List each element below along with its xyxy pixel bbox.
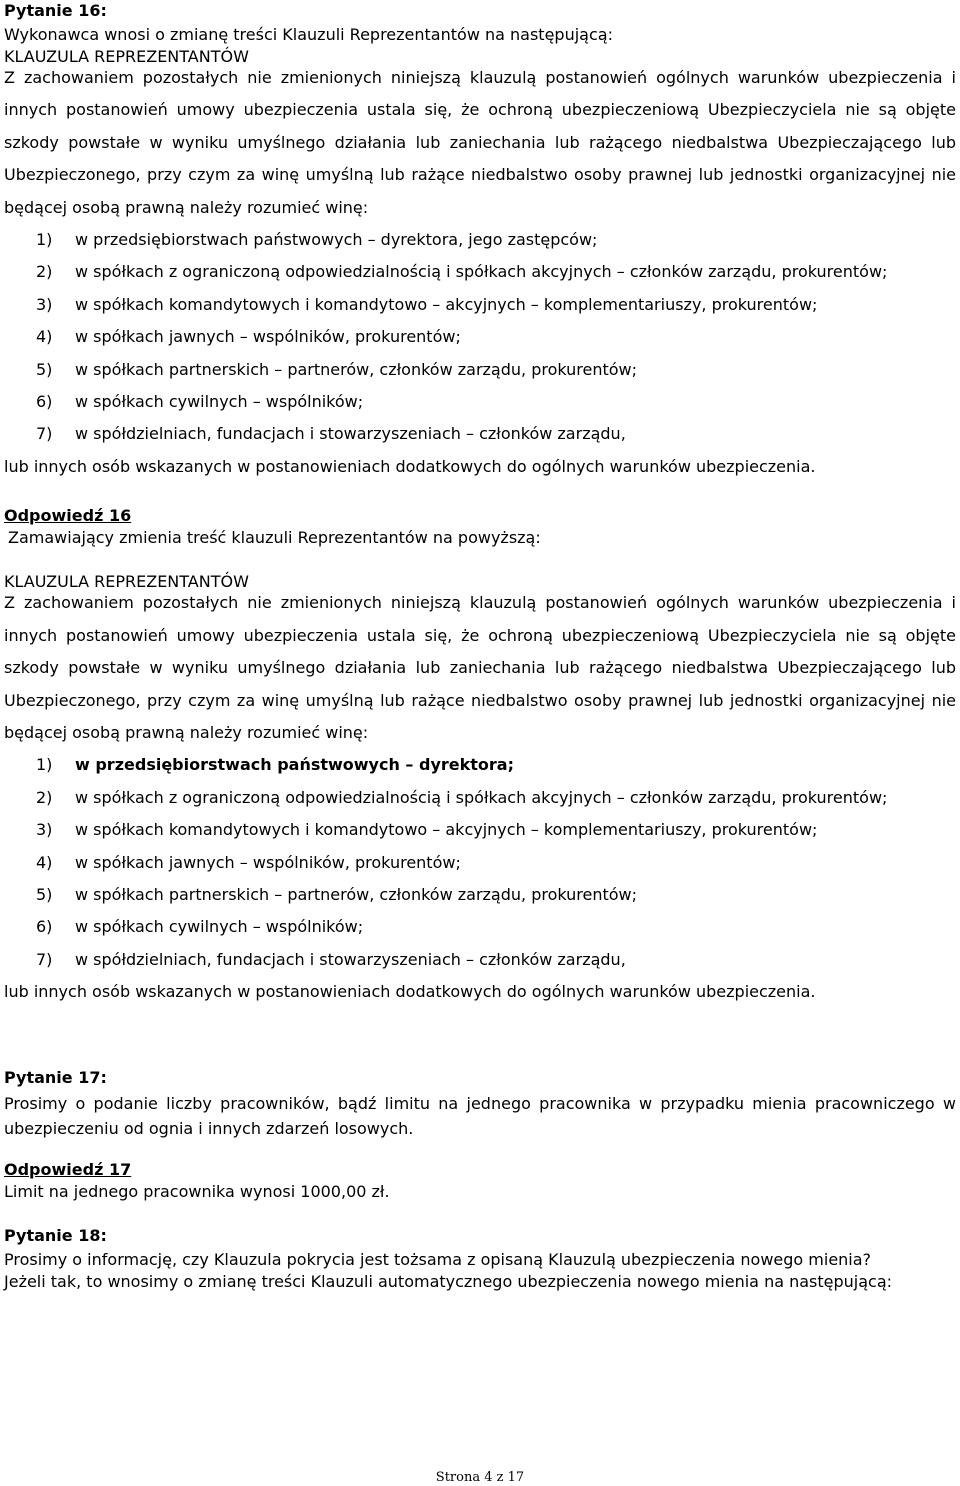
document-page [4, 0, 956, 1293]
question-17-text: Prosimy o podanie liczby pracowników, bądź limitu na jednego pracownika w przypadku mienia pracowniczego w ubezpieczeniu od ognia i innych zdarzeń losowych. [4, 1093, 956, 1138]
answer-16-clause-body: Z zachowaniem pozostałych nie zmienionych niniejszą klauzulą postanowień ogólnych warunków ubezpieczenia i innych postanowień umowy ubezpieczenia ustala się, że ochroną ubezpieczeniową Ubezpieczyciela nie są objęte szkody powstałe w wyniku umyślnego działania lub zaniechania lub rażącego niedbalstwa Ubezpieczającego lub Ubezpieczonego, przy czym za winę umyślną lub rażące niedbalstwo osoby prawnej lub jednostki organizacyjnej nie będącej osobą prawną należy rozumieć winę: [4, 593, 956, 742]
list-item-number: 2) [36, 787, 53, 807]
list-item-number: 5) [36, 884, 53, 904]
list-item-number: 4) [36, 327, 53, 347]
list-item [4, 321, 956, 353]
list-item [4, 944, 956, 976]
list-item-number: 1) [36, 230, 53, 250]
list-item-number: 7) [36, 424, 53, 444]
list-item [4, 418, 956, 450]
question-16-heading: Pytanie 16: [4, 1, 107, 20]
list-item-text: w spółkach komandytowych i komandytowo – akcyjnych – komplementariuszy, prokurentów; [75, 294, 818, 314]
list-item-text: w spółdzielniach, fundacjach i stowarzyszeniach – członków zarządu, [75, 424, 626, 444]
question-18-text-1: Prosimy o informację, czy Klauzula pokrycia jest tożsama z opisaną Klauzulą ubezpieczenia nowego mienia? [4, 1249, 872, 1269]
list-item-text: w spółkach jawnych – wspólników, prokurentów; [75, 327, 461, 347]
list-item [4, 847, 956, 879]
page-total: 17 [507, 1470, 525, 1485]
list-item-text: w spółkach partnerskich – partnerów, członków zarządu, prokurentów; [75, 884, 638, 904]
page-number: 4 [484, 1470, 493, 1485]
list-item [4, 749, 956, 781]
list-item-text: w spółkach komandytowych i komandytowo – akcyjnych – komplementariuszy, prokurentów; [75, 820, 818, 840]
question-16-clause-title: KLAUZULA REPREZENTANTÓW [4, 47, 249, 66]
list-item-text: w spółkach z ograniczoną odpowiedzialnością i spółkach akcyjnych – członków zarządu, prokurentów; [75, 262, 888, 282]
list-item [4, 289, 956, 321]
list-item-text: w spółkach partnerskich – partnerów, członków zarządu, prokurentów; [75, 359, 638, 379]
question-16-closing: lub innych osób wskazanych w postanowieniach dodatkowych do ogólnych warunków ubezpieczenia. [4, 456, 816, 476]
list-item-text: w spółkach z ograniczoną odpowiedzialnością i spółkach akcyjnych – członków zarządu, prokurentów; [75, 787, 888, 807]
list-item-number: 6) [36, 392, 53, 412]
list-item [4, 256, 956, 288]
question-18 [4, 1227, 956, 1293]
list-item-number: 4) [36, 852, 53, 872]
question-16-list [4, 224, 956, 451]
list-item-text: w spółkach cywilnych – wspólników; [75, 392, 364, 412]
list-item-text: w spółkach jawnych – wspólników, prokurentów; [75, 852, 461, 872]
answer-16-list [4, 749, 956, 976]
list-item-number: 6) [36, 917, 53, 937]
answer-16-intro: Zamawiający zmienia treść klauzuli Reprezentantów na powyższą: [8, 528, 541, 548]
list-item-number: 5) [36, 359, 53, 379]
list-item [4, 879, 956, 911]
list-item-number: 2) [36, 262, 53, 282]
question-18-heading: Pytanie 18: [4, 1225, 107, 1245]
page-footer [0, 1470, 960, 1486]
page-label: Strona [435, 1470, 481, 1485]
list-item [4, 814, 956, 846]
answer-16 [4, 505, 956, 1008]
list-item-text: w przedsiębiorstwach państwowych – dyrektora; [75, 755, 514, 775]
list-item-text: w spółdzielniach, fundacjach i stowarzyszeniach – członków zarządu, [75, 949, 626, 969]
question-17-heading: Pytanie 17: [4, 1067, 107, 1087]
answer-17 [4, 1159, 956, 1203]
question-17 [4, 1069, 956, 1141]
answer-16-clause-title: KLAUZULA REPREZENTANTÓW [4, 572, 249, 592]
list-item [4, 911, 956, 943]
list-item-number: 3) [36, 294, 53, 314]
list-item-number: 3) [36, 820, 53, 840]
answer-16-heading: Odpowiedź 16 [4, 506, 132, 526]
list-item [4, 354, 956, 386]
question-16-clause-body: Z zachowaniem pozostałych nie zmienionych niniejszą klauzulą postanowień ogólnych warunków ubezpieczenia i innych postanowień umowy ubezpieczenia ustala się, że ochroną ubezpieczeniową Ubezpieczyciela nie są objęte szkody powstałe w wyniku umyślnego działania lub zaniechania lub rażącego niedbalstwa Ubezpieczającego lub Ubezpieczonego, przy czym za winę umyślną lub rażące niedbalstwo osoby prawnej lub jednostki organizacyjnej nie będącej osobą prawną należy rozumieć winę: [4, 68, 956, 217]
answer-16-closing: lub innych osób wskazanych w postanowieniach dodatkowych do ogólnych warunków ubezpieczenia. [4, 982, 816, 1002]
question-16-intro: Wykonawca wnosi o zmianę treści Klauzuli Reprezentantów na następującą: [4, 25, 613, 44]
list-item-text: w przedsiębiorstwach państwowych – dyrektora, jego zastępców; [75, 230, 598, 250]
page-separator: z [496, 1470, 504, 1485]
list-item [4, 386, 956, 418]
question-18-text-2: Jeżeli tak, to wnosimy o zmianę treści Klauzuli automatycznego ubezpieczenia nowego mienia na następującą: [4, 1271, 893, 1291]
list-item [4, 224, 956, 256]
question-16 [4, 2, 956, 483]
list-item [4, 782, 956, 814]
list-item-number: 7) [36, 949, 53, 969]
list-item-text: w spółkach cywilnych – wspólników; [75, 917, 364, 937]
list-item-number: 1) [36, 755, 53, 775]
answer-17-heading: Odpowiedź 17 [4, 1159, 132, 1179]
answer-17-text: Limit na jednego pracownika wynosi 1000,00 zł. [4, 1181, 390, 1201]
